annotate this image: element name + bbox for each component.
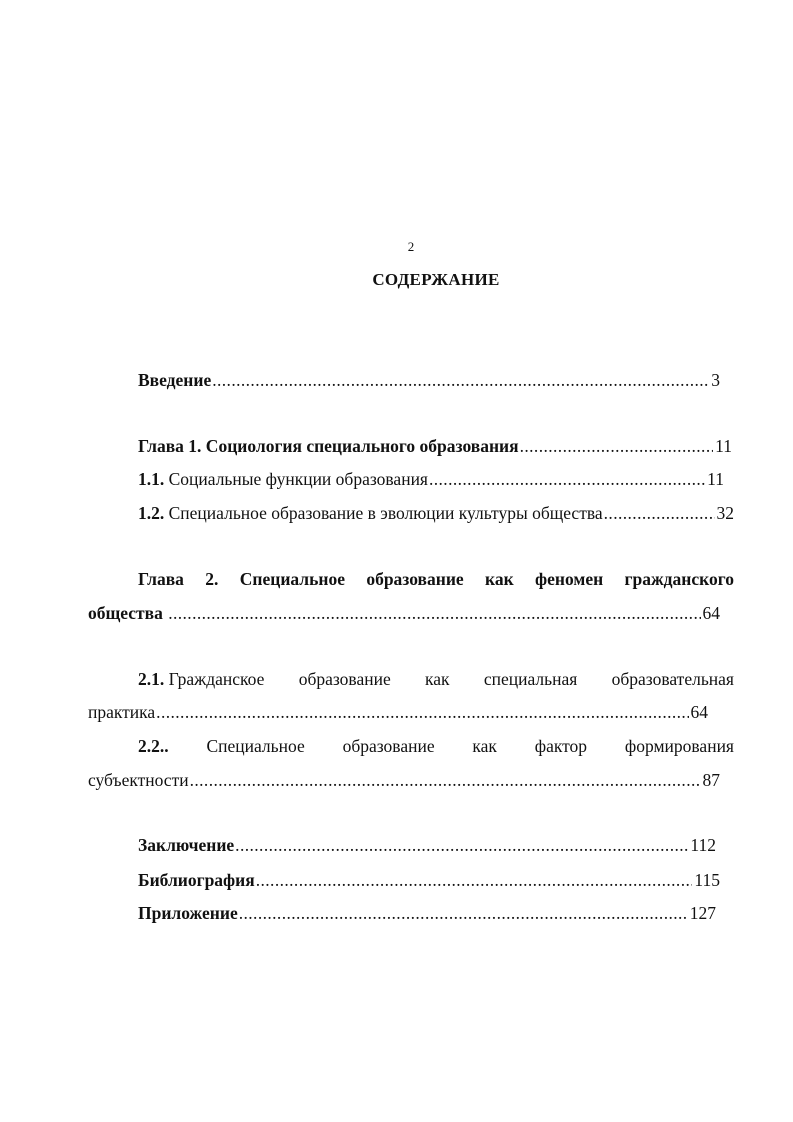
page-number: 2 bbox=[407, 239, 415, 254]
toc-entry-label: Социальные функции образования bbox=[168, 469, 428, 489]
toc-entry-page: 64 bbox=[702, 603, 720, 623]
section-word: образовательная bbox=[611, 669, 734, 689]
dot-leader bbox=[604, 502, 715, 524]
toc-entry-appendix[interactable] bbox=[138, 902, 716, 924]
heading-word: гражданского bbox=[624, 569, 734, 589]
dot-leader bbox=[235, 834, 688, 856]
toc-entry-number: 2.1. bbox=[138, 669, 165, 689]
heading-word: как bbox=[485, 569, 514, 589]
heading-word: феномен bbox=[535, 569, 604, 589]
toc-entry-label: Глава 1. Социология специального образования bbox=[138, 436, 519, 456]
toc-entry-section-1-2[interactable] bbox=[138, 502, 734, 524]
toc-entry-section-2-1-line2[interactable] bbox=[88, 701, 708, 723]
dot-leader bbox=[168, 602, 700, 624]
dot-leader bbox=[156, 701, 688, 723]
section-word: как bbox=[425, 669, 450, 689]
dot-leader bbox=[256, 869, 693, 891]
heading-word: Глава bbox=[138, 569, 184, 589]
toc-entry-number: 1.2. bbox=[138, 503, 165, 523]
section-word: Гражданское bbox=[168, 669, 265, 689]
toc-entry-label: практика bbox=[88, 702, 156, 722]
heading-word: образование bbox=[366, 569, 464, 589]
dot-leader bbox=[190, 769, 701, 791]
toc-entry-section-1-1[interactable] bbox=[138, 468, 724, 490]
toc-entry-page: 115 bbox=[694, 870, 720, 890]
toc-entry-label: Приложение bbox=[138, 903, 238, 923]
toc-entry-chapter-2-line1[interactable] bbox=[138, 568, 734, 590]
dot-leader bbox=[520, 435, 714, 457]
section-word: образование bbox=[342, 736, 435, 756]
toc-entry-page: 11 bbox=[707, 469, 724, 489]
toc-entry-number: 2.2.. bbox=[138, 736, 169, 756]
heading-word: Специальное bbox=[239, 569, 345, 589]
toc-entry-page: 127 bbox=[689, 903, 716, 923]
toc-entry-label: Введение bbox=[138, 370, 212, 390]
dot-leader bbox=[212, 369, 709, 391]
toc-entry-section-2-2-line2[interactable] bbox=[88, 769, 720, 791]
toc-entry-page: 3 bbox=[711, 370, 720, 390]
dot-leader bbox=[429, 468, 705, 490]
heading-word: 2. bbox=[205, 569, 219, 589]
toc-entry-page: 87 bbox=[702, 770, 720, 790]
toc-entry-number: 1.1. bbox=[138, 469, 165, 489]
toc-entry-chapter-1[interactable] bbox=[138, 435, 732, 457]
toc-entry-label: общества bbox=[88, 603, 163, 623]
toc-entry-label: субъектности bbox=[88, 770, 189, 790]
toc-entry-label: Библиография bbox=[138, 870, 255, 890]
section-word: специальная bbox=[483, 669, 578, 689]
toc-entry-conclusion[interactable] bbox=[138, 834, 716, 856]
section-word: Специальное bbox=[206, 736, 305, 756]
toc-entry-label: Специальное образование в эволюции культуры общества bbox=[168, 503, 603, 523]
toc-entry-label: Заключение bbox=[138, 835, 235, 855]
dot-leader bbox=[239, 902, 688, 924]
section-word: как bbox=[472, 736, 497, 756]
section-word: образование bbox=[298, 669, 391, 689]
toc-entry-section-2-1-line1[interactable] bbox=[138, 668, 734, 690]
toc-entry-intro[interactable] bbox=[138, 369, 720, 391]
toc-entry-chapter-2-line2[interactable] bbox=[88, 602, 720, 624]
toc-entry-page: 64 bbox=[690, 702, 708, 722]
section-word: фактор bbox=[534, 736, 588, 756]
toc-entry-page: 11 bbox=[715, 436, 732, 456]
toc-entry-page: 32 bbox=[716, 503, 734, 523]
toc-entry-page: 112 bbox=[690, 835, 716, 855]
section-word: формирования bbox=[624, 736, 734, 756]
toc-entry-bibliography[interactable] bbox=[138, 869, 720, 891]
page-title: СОДЕРЖАНИЕ bbox=[372, 270, 500, 289]
toc-entry-section-2-2-line1[interactable] bbox=[138, 735, 734, 757]
